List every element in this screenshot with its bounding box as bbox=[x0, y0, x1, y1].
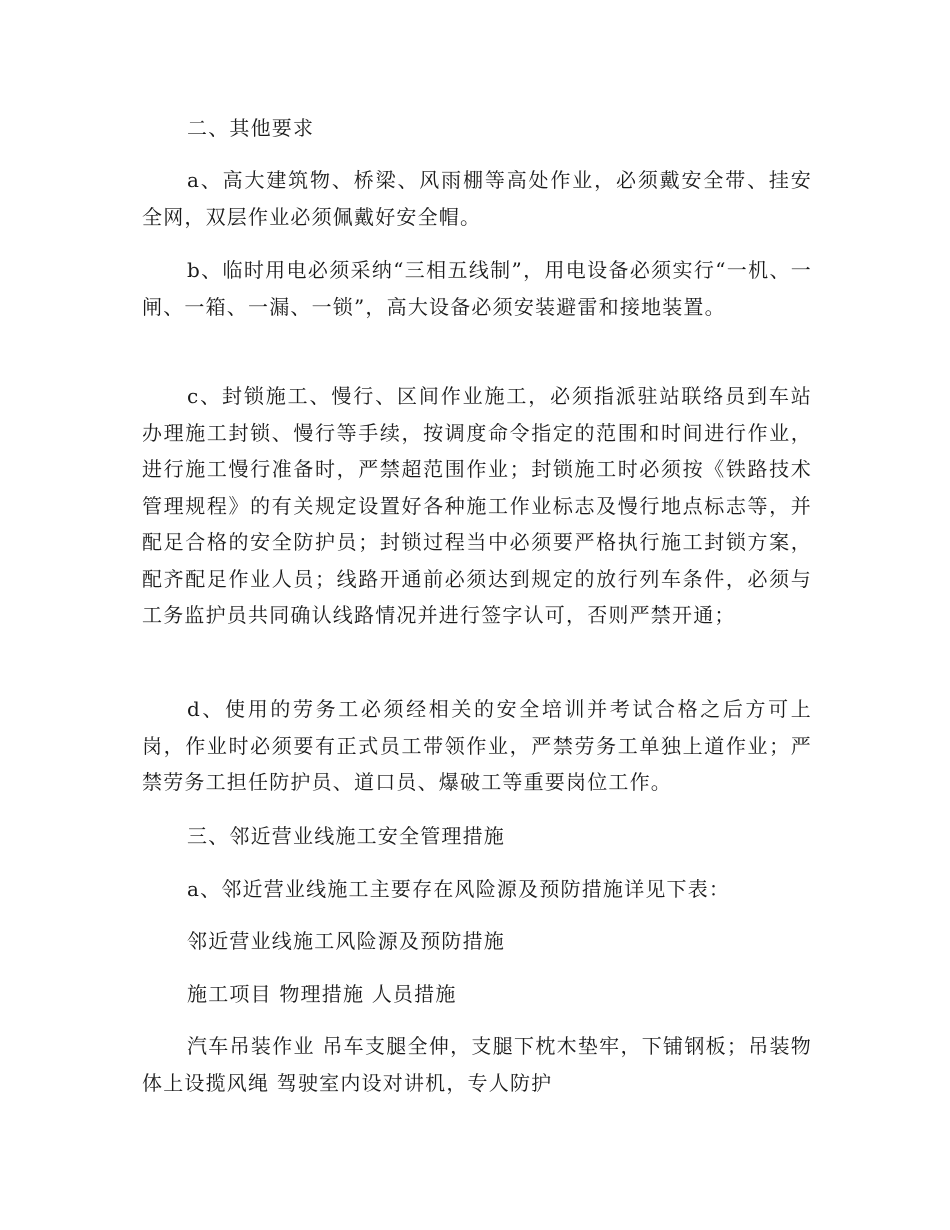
paragraph-a-risk-sources: a、邻近营业线施工主要存在风险源及预防措施详见下表： bbox=[187, 877, 731, 901]
paragraph-d-labor-workers: d、使用的劳务工必须经相关的安全培训并考试合格之后方可上岗，作业时必须要有正式员工带领作业，严禁劳务工单独上道作业；严禁劳务工担任防护员、道口员、爆破工等重要岗位工作。 bbox=[142, 697, 812, 794]
section-heading-adjacent-line-safety: 三、邻近营业线施工安全管理措施 bbox=[187, 824, 505, 848]
section-heading-other-requirements: 二、其他要求 bbox=[187, 116, 315, 140]
table-header-row: 施工项目 物理措施 人员措施 bbox=[187, 982, 457, 1006]
paragraph-b-temporary-power: b、临时用电必须采纳“三相五线制”，用电设备必须实行“一机、一闸、一箱、一漏、一锁”，高大设备必须安装避雷和接地装置。 bbox=[142, 258, 812, 319]
table-title: 邻近营业线施工风险源及预防措施 bbox=[187, 929, 505, 953]
paragraph-c-blockade-construction: c、封锁施工、慢行、区间作业施工，必须指派驻站联络员到车站办理施工封锁、慢行等手续，按调度命令指定的范围和时间进行作业，进行施工慢行准备时，严禁超范围作业；封锁施工时必须按《铁路技术管理规程》的有关规定设置好各种施工作业标志及慢行地点标志等，并配足合格的安全防护员；封锁过程当中必须要严格执行施工封锁方案，配齐配足作业人员；线路开通前必须达到规定的放行列车条件，必须与工务监护员共同确认线路情况并进行签字认可，否则严禁开通； bbox=[142, 384, 812, 627]
paragraph-a-height-work: a、高大建筑物、桥梁、风雨棚等高处作业，必须戴安全带、挂安全网，双层作业必须佩戴好安全帽。 bbox=[142, 168, 812, 229]
table-row-crane-lifting: 汽车吊装作业 吊车支腿全伸，支腿下枕木垫牢，下铺钢板；吊装物体上设揽风绳 驾驶室内设对讲机，专人防护 bbox=[142, 1034, 812, 1095]
